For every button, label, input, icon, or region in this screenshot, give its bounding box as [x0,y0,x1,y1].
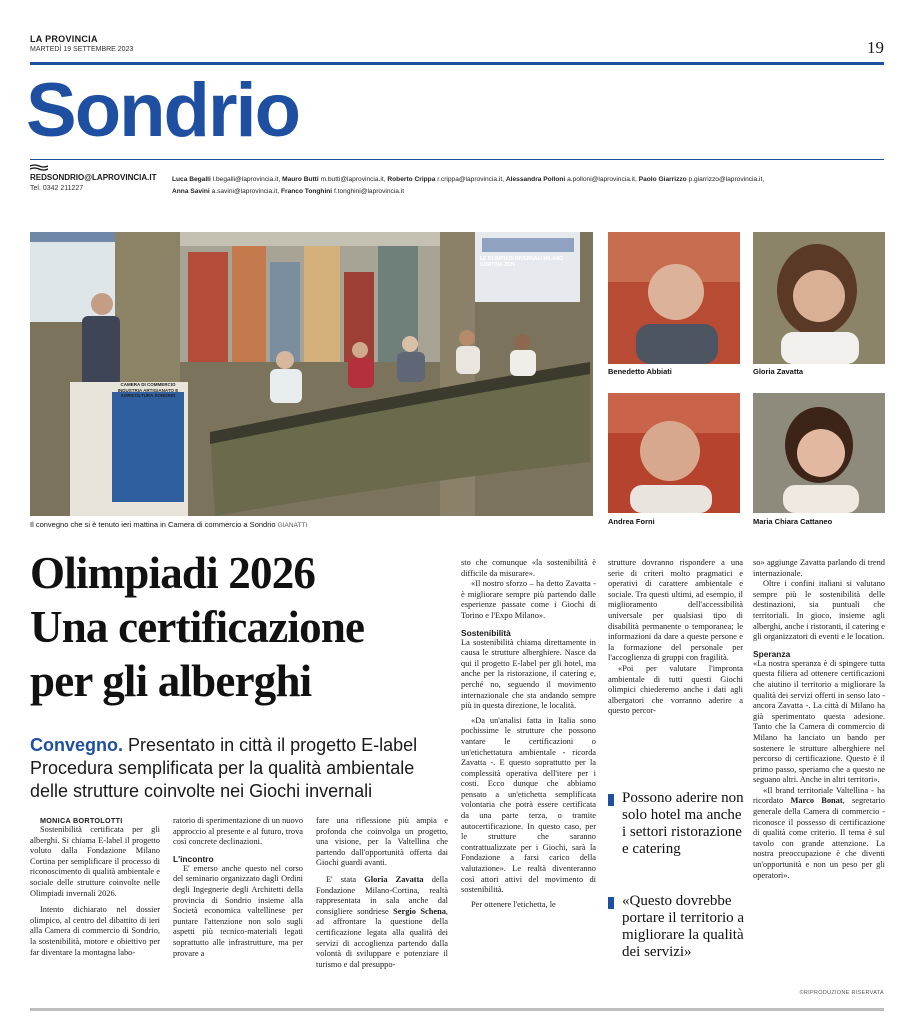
paragraph: La sostenibilità chiama direttamente in causa le strutture alberghiere. Nasce da qui il progetto E-label per gli hotel, ma anche per la ristorazione, il catering e, perché no, seguendo il movimento internazionale che sta andando sempre più in questa direzione, le località. [461,637,596,711]
paragraph: E' stata Gloria Zavatta della Fondazione Milano-Cortina, realtà rappresentata in sala anche dal consigliere sondriese Sergio Schena, ad affrontare la questione della certificazione legata alla qualità dei servizi di accoglienza partendo dalla volontà di sviluppare e potenziare il turismo e dal presuppo- [316,874,449,969]
staff-entry: Franco Tonghini f.tonghini@laprovincia.it [280,188,405,195]
conference-photo [30,232,593,516]
person-name: Gloria Zavatta [364,874,424,884]
top-rule [30,62,884,65]
bottom-rule [30,1008,884,1011]
portrait-photo [608,393,740,513]
paragraph: «Il nostro sforzo – ha detto Zavatta - è migliorare sempre più partendo dalle esperienze passate come i Giochi di Torino e l'Expo Milano». [461,579,596,620]
deck-line: Presentato in città il progetto E-label [128,735,418,755]
paragraph: strutture dovranno rispondere a una serie di criteri molto pragmatici e operativi di carattere ambientale e sociale. Tra questi ultimi, ad esempio, il miglioramento dell'accessibilità universale per qualsiasi tipo di disabilità permanente o temporanea; le informazioni da dare a queste persone e la formazione del personale per l'accoglienza di gruppi con fragilità. [608,558,743,663]
subhead: Sostenibilità [461,627,511,638]
paragraph: so» aggiunge Zavatta parlando di trend internazionale. [753,558,885,578]
deck-line: delle strutture coinvolte nei Giochi invernali [30,781,373,801]
headline [30,546,450,708]
staff-entry: Mauro Butti m.butti@laprovincia.it, [282,176,386,183]
article-column-4 [461,558,596,910]
conference-illustration [30,232,593,516]
staff-entry: Anna Savini a.savini@laprovincia.it, [172,188,280,195]
portrait-illustration [753,393,885,513]
headline-line: per gli alberghi [30,656,312,706]
newspaper-name: LA PROVINCIA [30,34,98,44]
pull-quote-text: «Questo dovrebbe portare il territorio a migliorare la qualità dei servizi» [622,893,745,960]
pull-quote [608,893,750,961]
page-number: 19 [867,38,884,57]
paragraph: Intento dichiarato nel dossier olimpico, al centro del dibattito di ieri alla Camera di commercio di Sondrio, la sostenibilità, motore e obiettivo per far diventare la montagna labo- [30,905,160,957]
section-title: Sondrio [26,68,300,153]
photo-caption [30,520,307,529]
staff-entry: Alessandra Polloni a.polloni@laprovincia.it, [505,176,637,183]
byline: MONICA BORTOLOTTI [40,816,123,825]
portrait-illustration [608,393,740,513]
contact-email[interactable]: REDSONDRIO@LAPROVINCIA.IT [30,173,157,182]
paragraph: «Il brand territoriale Valtellina - ha ricordato Marco Bonat, segretario generale della Camera di commercio - riconosce il possesso di certificazione di qualità come criterio. Il tema è sul tavolo con grande attenzione. La nostra preoccupazione è che diventi un'opportunità e non un peso per gli operatori». [753,785,885,880]
quote-bar [608,794,614,806]
paragraph: sto che comunque «la sostenibilità è difficile da misurare». [461,558,596,578]
portrait-caption: Maria Chiara Cattaneo [753,517,833,526]
portrait-caption: Benedetto Abbiati [608,367,672,376]
headline-line: Una certificazione [30,602,365,652]
portrait-caption: Gloria Zavatta [753,367,804,376]
portrait-illustration [753,232,885,364]
deck-line: Procedura semplificata per la qualità ambientale [30,758,415,778]
kicker: Convegno. [30,735,123,755]
quote-bar [608,897,614,909]
paragraph: fare una riflessione più ampia e profonda che coinvolga un progetto, una visione, per la Valtellina che partendo dall'opportunità offerta dai Giochi guardi avanti. [316,816,448,868]
paragraph: Sostenibilità certificata per gli alberghi. Si chiama E-label il progetto voluto dalla Fondazione Milano Cortina per semplificare il processo di riconoscimento di qualità ambientale e sociale delle strutture coinvolte nelle Olimpiadi invernali 2026. [30,825,160,898]
paragraph: «La nostra speranza è di spingere tutta questa filiera ad ottenere certificazioni che aiutino il territorio a migliorare la qualità dei servizi offerti in senso lato - ancora Zavatta -. La città di Milano ha già sperimentato questa adesione. Tanto che la Camera di commercio di Milano ha lanciato un bando per sostenere le strutture alberghiere nel percorso di certificazione. Questo è il primo passo, speriamo che a questo ne seguano altri. Anche in altri territori». [753,658,885,785]
article-column-3 [316,816,448,970]
issue-date: MARTEDÌ 19 SETTEMBRE 2023 [30,46,134,53]
article-column-6 [753,558,885,881]
headline-line: Olimpiadi 2026 [30,548,316,598]
caption-text: Il convegno che si è tenuto ieri mattina in Camera di commercio a Sondrio [30,520,276,529]
person-name: Sergio Schena [393,906,446,916]
subhead: L'incontro [173,853,214,864]
paragraph: «Poi per valutare l'impronta ambientale di tutti questi Giochi olimpici chiederemo anche i dati agli albergatori che vorranno aderire a questo percor- [608,663,743,716]
person-name: Marco Bonat [790,796,843,806]
staff-entry: Roberto Crippa r.crippa@laprovincia.it, [387,176,505,183]
wave-icon [30,164,48,171]
portrait-photo [753,232,885,364]
pull-quote [608,790,748,858]
paragraph: Oltre i confini italiani si valutano sempre più le sostenibilità delle destinazioni, sia puntuali che territoriali. In gioco, insieme agli alberghi, anche i ristoranti, il catering e gli organizzatori di eventi e le location. [753,579,885,642]
portrait-caption: Andrea Forni [608,517,655,526]
paragraph: «Da un'analisi fatta in Italia sono pochissime le strutture che possono vantare le certificazioni o un'etichettatura ambientale - ricorda Zavatta -. E questo soprattutto per la complessità operativa dell'itere per i costi. Ecco dunque che abbiamo pensato a un'etichetta semplificata volontaria che potrà essere certificata da una parte terza, o tramite autocertificazione. In questo caso, per le strutture che saranno contrattualizzate per i Giochi, sarà la Fondazione a farsi carico della valutazione». Le realtà diventeranno così attori attivi del movimento di sostenibilità. [461,715,596,895]
contact-phone: Tel. 0342 211227 [30,185,84,192]
article-column-5 [608,558,743,717]
staff-entry: Paolo Giarrizzo p.giarrizzo@laprovincia.it, [638,176,765,183]
copyright: ©RIPRODUZIONE RISERVATA [799,990,884,996]
pull-quote-text: Possono aderire non solo hotel ma anche i settori ristorazione e catering [622,790,744,857]
portrait-illustration [608,232,740,364]
section-rule [30,159,884,160]
article-column-2 [173,816,303,959]
subhead: Speranza [753,648,791,659]
paragraph: E' emerso anche questo nel corso del seminario organizzato dagli Ordini degli Ingegnerie degli Architetti della provincia di Sondrio insieme alla Società economica valtellinese per puntare l'attenzione non solo sugli aspetti più tecnico-materiali legati soprattutto alle infrastrutture, ma per provare a [173,863,303,958]
podium-sign: CAMERA DI COMMERCIO INDUSTRIA ARTIGIANATO E AGRICOLTURA SONDRIO [117,382,179,398]
photo-credit: GIANATTI [277,522,308,529]
paragraph: Per ottenere l'etichetta, le [471,899,556,909]
paragraph: ratorio di sperimentazione di un nuovo approccio al presente e al futuro, trova così concrete declinazioni. [173,816,304,847]
portrait-photo [608,232,740,364]
article-column-1 [30,816,160,958]
staff-list [172,174,882,198]
screen-text: LE OLIMPIADI INVERNALI MILANO CORTINA 2026 [480,256,564,268]
staff-entry: Luca Begalli l.begalli@laprovincia.it, [172,176,281,183]
deck [30,734,460,803]
portrait-photo [753,393,885,513]
